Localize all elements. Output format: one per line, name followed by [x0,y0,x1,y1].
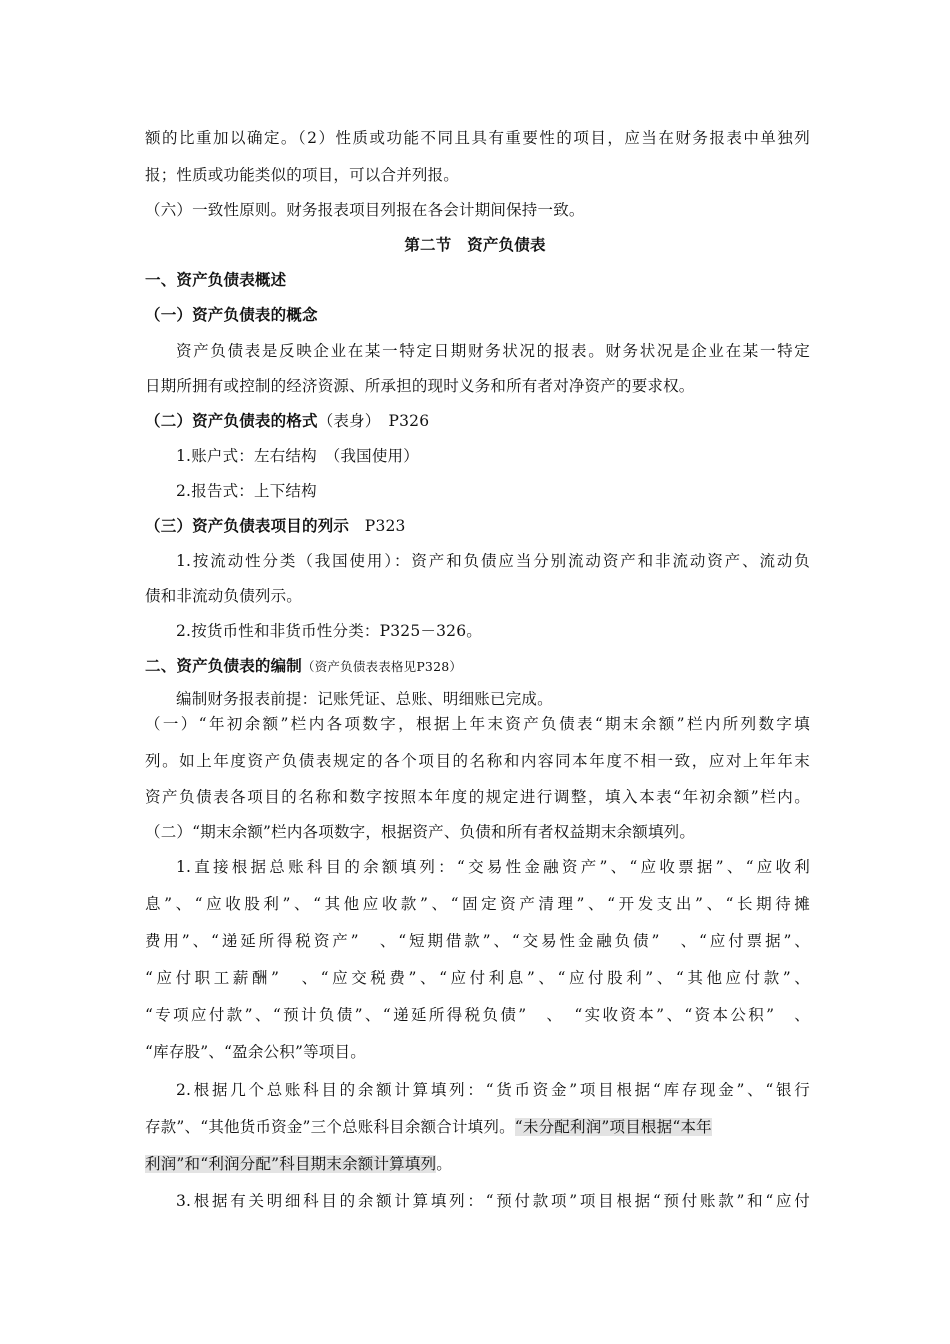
paragraph-line: 费用”、“递延所得税资产” 、“短期借款”、“交易性金融负债” 、“应付票据”、 [145,932,810,950]
heading-1-bold: 二、资产负债表的编制 [145,656,303,675]
heading-1: 一、资产负债表概述 [145,270,287,289]
paragraph-line: （一）“年初余额”栏内各项数字，根据上年末资产负债表“期末余额”栏内所列数字填 [145,715,810,733]
heading-2-note: P323 [349,517,406,535]
paragraph-line [145,1117,810,1137]
paragraph-line: 资产负债表各项目的名称和数字按照本年度的规定进行调整，填入本表“年初余额”栏内。 [145,788,810,806]
heading-1-note: （资产负债表表格见P328） [302,659,463,674]
text-run: 存款”、“其他货币资金”三个总账科目余额合计填列。 [145,1118,515,1136]
paragraph-line: “库存股”、“盈余公积”等项目。 [145,1043,366,1061]
list-item: 2.按货币性和非货币性分类：P325－326。 [176,622,482,640]
paragraph-line: （二）“期末余额”栏内各项数字，根据资产、负债和所有者权益期末余额填列。 [145,823,696,841]
paragraph-line: “专项应付款”、“预计负债”、“递延所得税负债” 、 “实收资本”、“资本公积” 、 [145,1006,810,1024]
paragraph-line: 列。如上年度资产负债表规定的各个项目的名称和内容同本年度不相一致，应对上年年末 [145,752,810,770]
heading-2-bold: （二）资产负债表的格式 [145,411,318,430]
paragraph-line: 日期所拥有或控制的经济资源、所承担的现时义务和所有者对净资产的要求权。 [145,377,695,395]
heading-2 [145,516,810,536]
heading-2: （一）资产负债表的概念 [145,305,318,324]
list-item: 3.根据有关明细科目的余额计算填列：“预付款项”项目根据“预付账款”和“应付 [176,1192,810,1210]
list-item: 2.报告式：上下结构 [176,482,317,500]
list-item: 1.直接根据总账科目的余额填列：“交易性金融资产”、“应收票据”、“应收利 [176,858,810,876]
paragraph-line: （六）一致性原则。财务报表项目列报在各会计期间保持一致。 [145,201,585,219]
text-run: 。 [436,1155,452,1173]
heading-2-note: （表身） P326 [317,412,430,430]
heading-1 [145,656,810,677]
paragraph-line: 息”、“应收股利”、“其他应收款”、“固定资产清理”、“开发支出”、“长期待摊 [145,895,810,913]
list-item: 2.根据几个总账科目的余额计算填列：“货币资金”项目根据“库存现金”、“银行 [176,1081,810,1099]
section-title: 第二节 资产负债表 [404,235,546,254]
paragraph-line: 资产负债表是反映企业在某一特定日期财务状况的报表。财务状况是企业在某一特定 [176,342,810,360]
highlighted-text: “未分配利润”项目根据“本年 [514,1118,712,1136]
paragraph-line: 编制财务报表前提：记账凭证、总账、明细账已完成。 [176,690,553,708]
paragraph-line: 报；性质或功能类似的项目，可以合并列报。 [145,166,460,184]
highlighted-text: 利润”和“利润分配”科目期末余额计算填列 [145,1155,437,1173]
heading-2 [145,411,810,431]
paragraph-line: “应付职工薪酬” 、“应交税费”、“应付利息”、“应付股利”、“其他应付款”、 [145,969,810,987]
paragraph-line: 额的比重加以确定。（2）性质或功能不同且具有重要性的项目，应当在财务报表中单独列 [145,129,810,147]
paragraph-line [145,1154,810,1174]
heading-2-bold: （三）资产负债表项目的列示 [145,516,350,535]
paragraph-line: 债和非流动负债列示。 [145,587,303,605]
list-item: 1.账户式：左右结构 （我国使用） [176,447,419,465]
list-item: 1.按流动性分类（我国使用）：资产和负债应当分别流动资产和非流动资产、流动负 [176,552,810,570]
